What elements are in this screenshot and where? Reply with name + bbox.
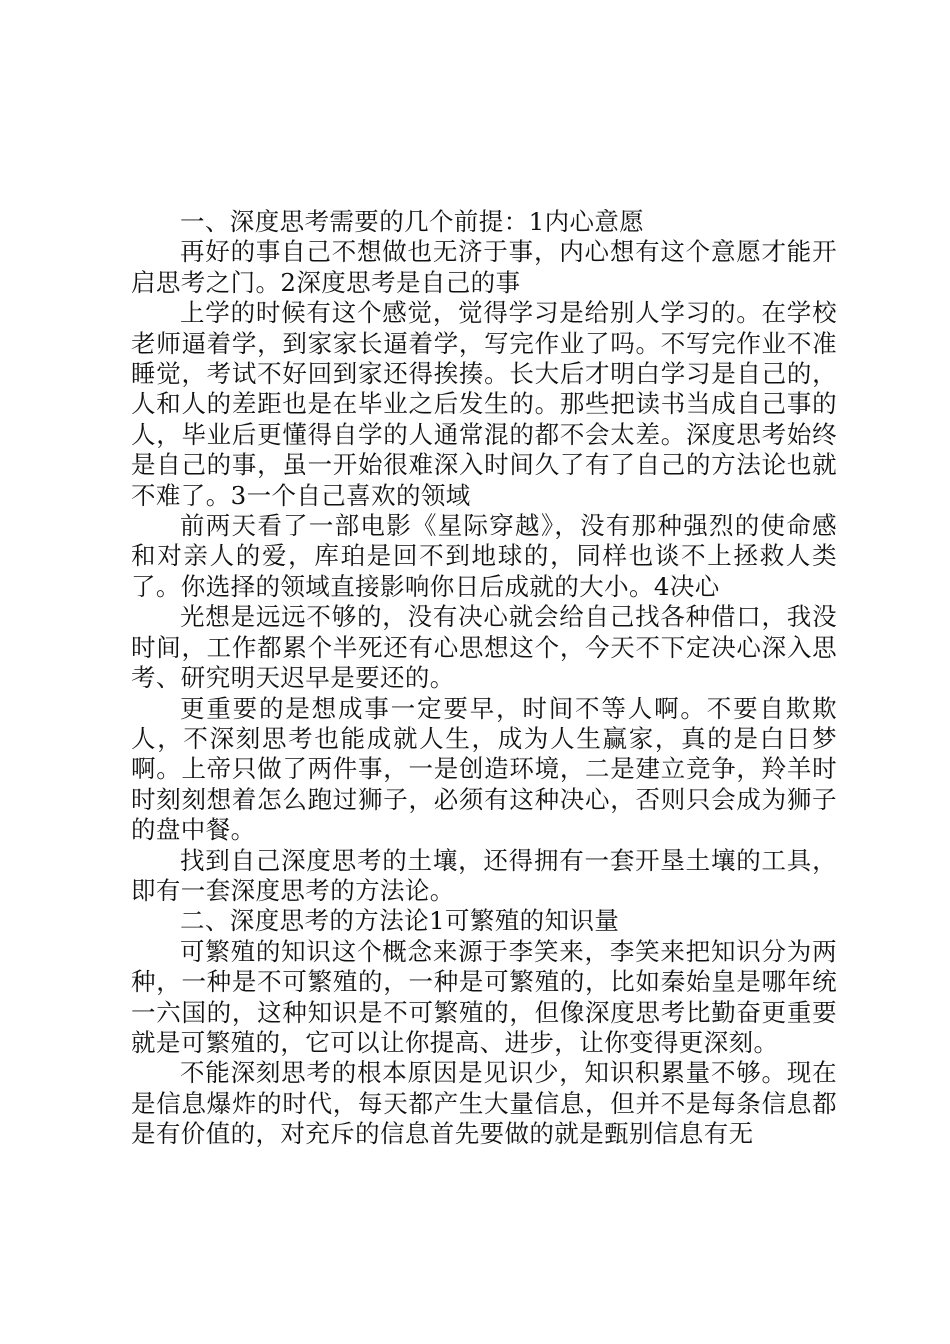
section-heading-2: 二、深度思考的方法论1可繁殖的知识量 [180, 906, 620, 936]
paragraph-methodology-intro: 找到自己深度思考的土壤，还得拥有一套开垦土壤的工具，即有一套深度思考的方法论。 [131, 845, 837, 905]
paragraph-start-early: 更重要的是想成事一定要早，时间不等人啊。不要自欺欺人，不深刻思考也能成就人生，成为人生赢家，真的是白日梦啊。上帝只做了两件事，一是创造环境，二是建立竞争，羚羊时时刻刻想着怎么跑过狮子，必须有这种决心，否则只会成为狮子的盘中餐。 [131, 693, 837, 845]
paragraph-information-explosion: 不能深刻思考的根本原因是见识少，知识积累量不够。现在是信息爆炸的时代，每天都产生大量信息，但并不是每条信息都是有价值的，对充斥的信息首先要做的就是甄别信息有无 [131, 1058, 837, 1149]
paragraph-inner-will: 再好的事自己不想做也无济于事，内心想有这个意愿才能开启思考之门。2深度思考是自己的事 [131, 237, 837, 297]
section-heading-1: 一、深度思考需要的几个前提：1内心意愿 [180, 207, 645, 236]
paragraph-reproducible-knowledge: 可繁殖的知识这个概念来源于李笑来，李笑来把知识分为两种，一种是不可繁殖的，一种是可繁殖的，比如秦始皇是哪年统一六国的，这种知识是不可繁殖的，但像深度思考比勤奋更重要就是可繁殖的，它可以让你提高、进步，让你变得更深刻。 [131, 936, 837, 1057]
paragraph-determination: 光想是远远不够的，没有决心就会给自己找各种借口，我没时间，工作都累个半死还有心思想这个，今天不下定决心深入思考、研究明天迟早是要还的。 [131, 602, 837, 693]
paragraph-favorite-field: 前两天看了一部电影《星际穿越》，没有那种强烈的使命感和对亲人的爱，库珀是回不到地球的，同样也谈不上拯救人类了。你选择的领域直接影响你日后成就的大小。4决心 [131, 511, 837, 601]
paragraph-own-matter: 上学的时候有这个感觉，觉得学习是给别人学习的。在学校老师逼着学，到家家长逼着学，写完作业了吗。不写完作业不准睡觉，考试不好回到家还得挨揍。长大后才明白学习是自己的，人和人的差距也是在毕业之后发生的。那些把读书当成自己事的人，毕业后更懂得自学的人通常混的都不会太差。深度思考始终是自己的事，虽一开始很难深入时间久了有了自己的方法论也就不难了。3一个自己喜欢的领域 [131, 298, 837, 510]
document-body [131, 207, 837, 1150]
